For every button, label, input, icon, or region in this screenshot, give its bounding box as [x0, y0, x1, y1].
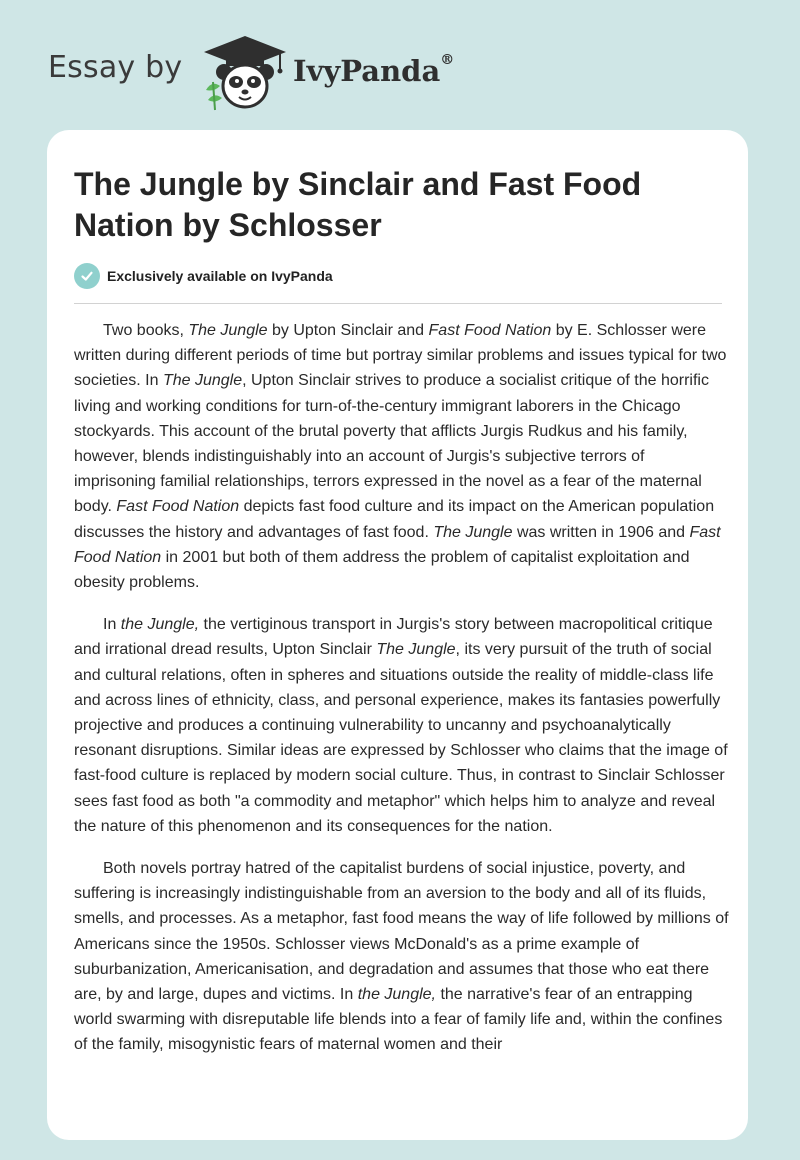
text-run: was written in 1906 and — [512, 523, 690, 541]
essay-title: The Jungle by Sinclair and Fast Food Nation by Schlosser — [74, 166, 642, 243]
text-run: , its very pursuit of the truth of social and cultural relations, often in spheres and situations outside the reality of middle-class life and across lines of ethnicity, class, and personal experience, makes its fantasies powerfully projective and produces a continuing vulnerability to uncanny and psychoanalytically resonant disruptions. Similar ideas are expressed by Schlosser who claims that the image of fast-food culture is replaced by modern social culture. Thus, in contrast to Sinclair Schlosser sees fast food as both "a commodity and metaphor" which helps him to analyze and reveal the nature of this phenomenon and its consequences for the nation. — [74, 641, 728, 835]
italic-title-ref: Fast Food Nation — [116, 498, 240, 516]
text-run: by E. Schlosser were written during different periods of time but portray similar problems and issues typical for two societies. In — [74, 322, 727, 390]
essay-paragraph — [74, 318, 730, 595]
checkmark-icon — [74, 263, 100, 289]
essay-paragraph — [74, 856, 730, 1058]
text-run: depicts fast food culture and its impact on the American population discusses the history and advantages of fast food. — [74, 498, 715, 541]
essay-body — [74, 318, 730, 1075]
exclusive-badge — [74, 263, 333, 289]
italic-title-ref: The Jungle — [433, 523, 513, 541]
italic-title-ref: Fast Food Nation — [74, 523, 721, 566]
essay-by-label: Essay by — [48, 50, 183, 85]
italic-title-ref: The Jungle — [376, 641, 456, 659]
text-run: in 2001 but both of them address the problem of capitalist exploitation and obesity problems. — [74, 548, 690, 592]
italic-title-ref: the Jungle, — [357, 986, 436, 1004]
italic-title-ref: The Jungle — [188, 322, 268, 339]
panda-logo-icon[interactable] — [200, 34, 290, 112]
text-run: the vertiginous transport in Jurgis's story between macropolitical critique and irrational dread results, Upton Sinclair — [74, 616, 713, 659]
italic-title-ref: the Jungle, — [120, 616, 200, 634]
italic-title-ref: The Jungle — [162, 372, 243, 390]
exclusive-badge-label: Exclusively available on IvyPanda — [107, 268, 333, 284]
text-run: by Upton Sinclair and — [267, 322, 429, 339]
divider — [74, 303, 722, 304]
text-run: Both novels portray hatred of the capitalist burdens of social injustice, poverty, and suffering is increasingly indistinguishable from an aversion to the body and all of its fluids, smells, and processes. As a metaphor, fast food means the way of life followed by millions of Americans since the 1950s. Schlosser views McDonald's as a prime example of suburbanization, Americanisation, and degradation and assumes that those who eat there are, by and large, dupes and victims. In — [74, 860, 729, 1004]
text-run: , Upton Sinclair strives to produce a socialist critique of the horrific living and working conditions for turn-of-the-century immigrant laborers in the Chicago stockyards. This account of the brutal poverty that afflicts Jurgis Rudkus and his family, however, blends indistinguishably into an account of Jurgis's subjective terrors of imprisoning familial relationships, terrors expressed in the novel as a fear of the maternal body. — [74, 372, 709, 516]
text-run: Two books, — [103, 322, 189, 339]
registered-mark: ® — [440, 52, 455, 68]
essay-card — [47, 130, 748, 1140]
italic-title-ref: Fast Food Nation — [428, 322, 552, 339]
essay-paragraph — [74, 612, 730, 839]
text-run: In — [103, 616, 121, 634]
text-run: the narrative's fear of an entrapping world swarming with disreputable life blends into a fear of family life and, within the confines of the family, misogynistic fears of maternal women and their — [74, 986, 723, 1054]
brand-name[interactable]: IvyPanda® — [293, 52, 455, 88]
site-header — [0, 0, 800, 130]
